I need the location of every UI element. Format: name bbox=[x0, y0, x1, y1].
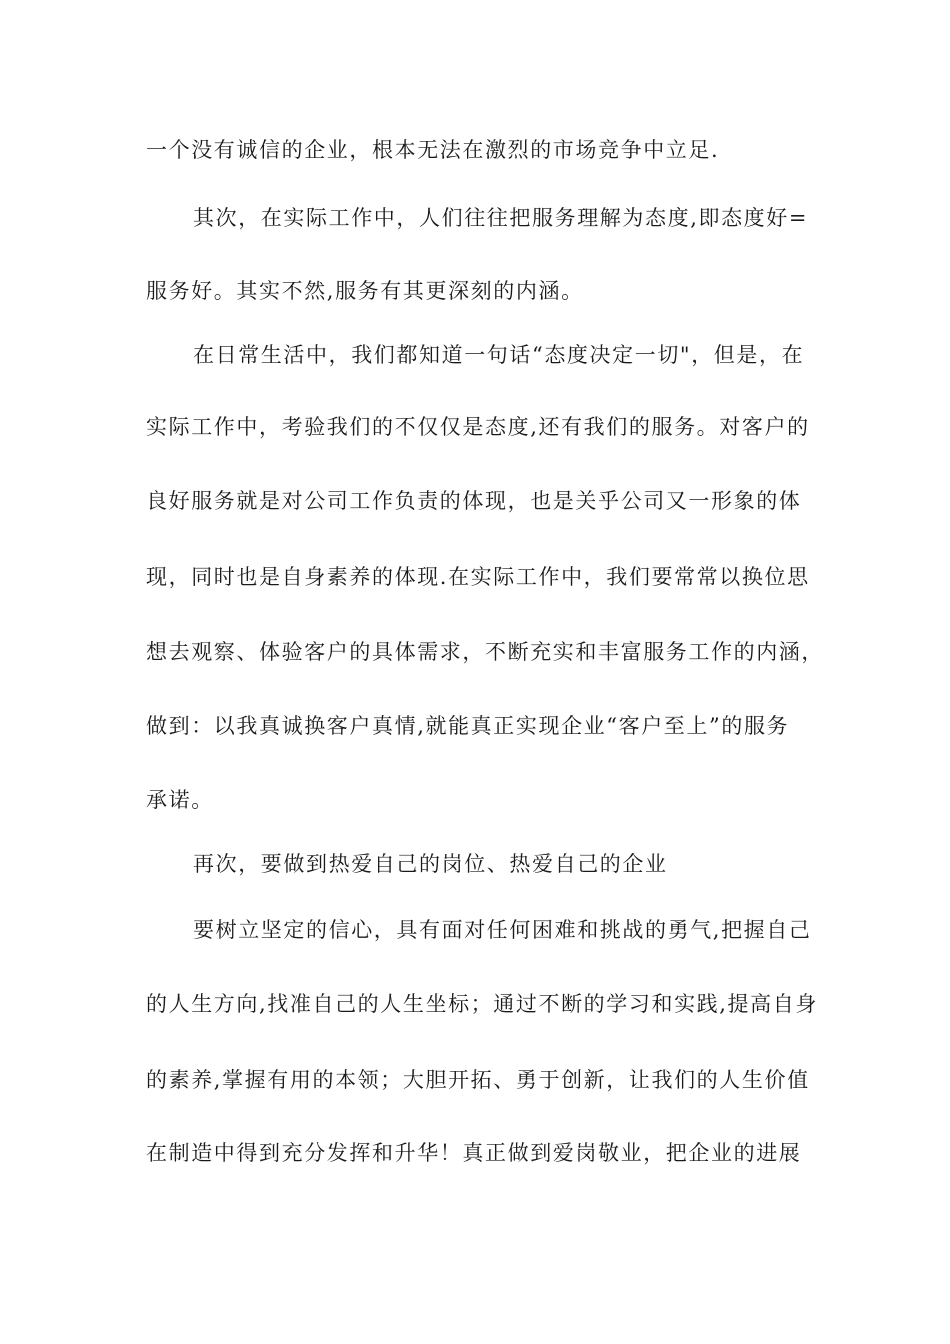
text-line-8: 想去观察、体验客户的具体需求，不断充实和丰富服务工作的内涵， bbox=[146, 640, 824, 664]
text-line-9: 做到：以我真诚换客户真情,就能真正实现企业“客户至上”的服务 bbox=[146, 714, 790, 738]
text-line-15: 在制造中得到充分发挥和升华！真正做到爱岗敬业，把企业的进展 bbox=[146, 1141, 802, 1165]
text-line-7: 现，同时也是自身素养的体现.在实际工作中，我们要常常以换位思 bbox=[146, 565, 810, 589]
text-line-13: 的人生方向,找准自己的人生坐标；通过不断的学习和实践,提高自身 bbox=[146, 992, 818, 1016]
text-line-12: 要树立坚定的信心，具有面对任何困难和挑战的勇气,把握自己 bbox=[193, 918, 812, 942]
text-line-6: 良好服务就是对公司工作负责的体现，也是关乎公司又一形象的体 bbox=[146, 489, 802, 513]
text-line-11: 再次，要做到热爱自己的岗位、热爱自己的企业 bbox=[193, 852, 668, 876]
text-line-5: 实际工作中，考验我们的不仅仅是态度,还有我们的服务。对客户的 bbox=[146, 415, 810, 439]
text-line-4: 在日常生活中，我们都知道一句话“态度决定一切"，但是，在 bbox=[193, 343, 805, 367]
text-line-1: 一个没有诚信的企业，根本无法在激烈的市场竞争中立足. bbox=[146, 138, 720, 162]
text-line-3: 服务好。其实不然,服务有其更深刻的内涵。 bbox=[146, 279, 584, 303]
text-line-14: 的素养,掌握有用的本领；大胆开拓、勇于创新，让我们的人生价值 bbox=[146, 1068, 810, 1092]
text-line-10: 承诺。 bbox=[146, 788, 214, 812]
text-line-2: 其次，在实际工作中，人们往往把服务理解为态度,即态度好= bbox=[193, 206, 809, 230]
